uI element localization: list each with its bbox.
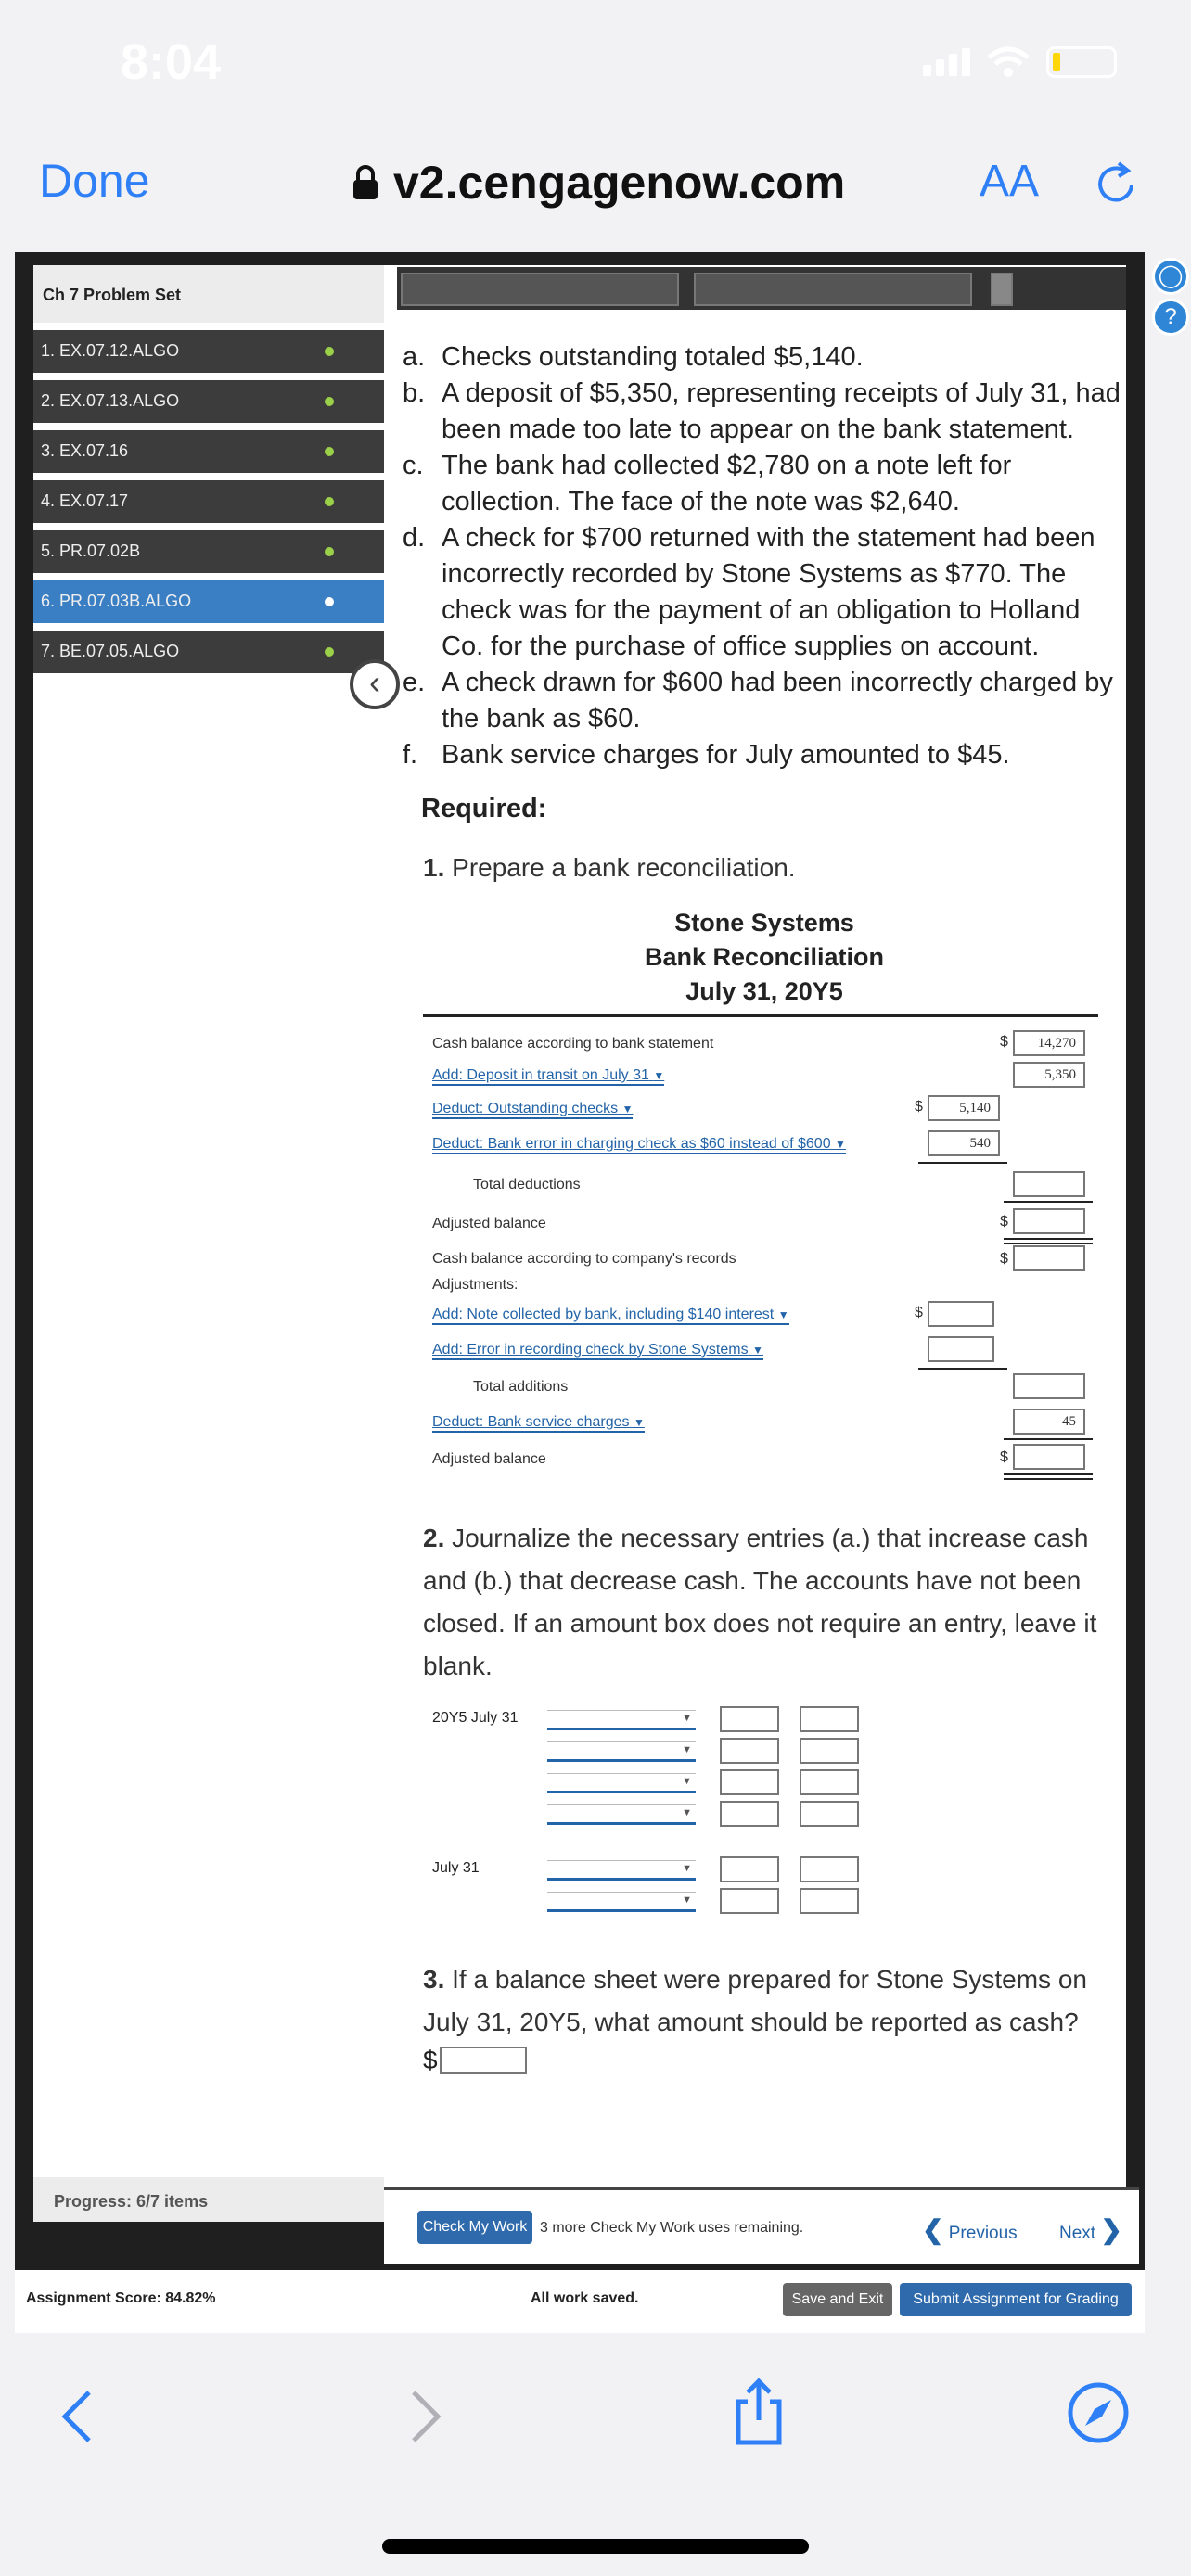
add-deposit-select[interactable]: [432, 1067, 664, 1086]
dollar-sign: $: [423, 2046, 438, 2074]
check-my-work-button[interactable]: Check My Work: [417, 2211, 532, 2244]
credit-input[interactable]: [800, 1801, 859, 1827]
bank-balance-value[interactable]: 14,270: [1013, 1030, 1085, 1056]
problem-item-f: [403, 737, 1126, 773]
total-deductions-label: Total deductions: [473, 1177, 581, 1192]
deposit-value[interactable]: 5,350: [1013, 1062, 1085, 1088]
question-text: Journalize the necessary entries (a.) that increase cash and (b.) that decrease cash. The accounts have not been closed. If an amount box does not require an entry, leave it blank.: [423, 1524, 1097, 1680]
dollar-sign: $: [1000, 1214, 1008, 1230]
help-icons: [1152, 258, 1189, 339]
dropdown-caret-icon: ▼: [621, 1103, 634, 1116]
subtotal-line: [918, 1368, 1007, 1370]
note-collected-input[interactable]: [928, 1301, 994, 1327]
question-number: 3.: [423, 1965, 445, 1994]
add-note-select[interactable]: [432, 1307, 789, 1325]
battery-icon: [1046, 46, 1117, 78]
double-line: [1004, 1478, 1093, 1480]
select-label: Deduct: Bank error in charging check as $60 instead of $600: [432, 1136, 831, 1152]
total-deductions-input[interactable]: [1013, 1171, 1085, 1197]
journal-date-a: 20Y5 July 31: [432, 1710, 519, 1726]
tab-2[interactable]: [694, 273, 972, 306]
item-letter: f.: [403, 740, 418, 770]
select-label: Add: Deposit in transit on July 31: [432, 1067, 649, 1083]
item-letter: a.: [403, 342, 426, 372]
compass-icon[interactable]: [1067, 2381, 1130, 2444]
tab-strip: [397, 267, 1126, 310]
sidebar-item-label: 2. EX.07.13.ALGO: [41, 391, 180, 410]
text-size-button[interactable]: AA: [980, 157, 1040, 206]
select-label: Add: Note collected by bank, including $140 interest: [432, 1307, 775, 1322]
adjusted-balance-input[interactable]: [1013, 1208, 1085, 1234]
sidebar-item-6[interactable]: [33, 580, 391, 623]
item-letter: d.: [403, 523, 426, 553]
dollar-sign: $: [1000, 1251, 1008, 1267]
recording-error-input[interactable]: [928, 1336, 994, 1362]
problem-item-d: [403, 520, 1126, 665]
select-label: Deduct: Outstanding checks: [432, 1101, 619, 1116]
dropdown-caret-icon: ▼: [634, 1416, 645, 1429]
total-additions-label: Total additions: [473, 1379, 569, 1395]
main-panel: [384, 265, 1126, 2187]
total-additions-input[interactable]: [1013, 1373, 1085, 1399]
bank-error-value[interactable]: 540: [928, 1130, 1000, 1156]
account-select[interactable]: [547, 1860, 696, 1881]
url-text: v2.cengagenow.com: [393, 157, 846, 209]
account-select[interactable]: [547, 1741, 696, 1762]
debit-input[interactable]: [720, 1856, 779, 1882]
action-bar: [384, 2187, 1139, 2264]
total-line: [1004, 1438, 1093, 1440]
assignment-score: Assignment Score: 84.82%: [26, 2290, 216, 2306]
app-frame: [15, 252, 1184, 2333]
tab-1[interactable]: [401, 273, 679, 306]
sidebar-item-7[interactable]: [33, 631, 391, 673]
company-name: Stone Systems: [674, 909, 854, 937]
debit-input[interactable]: [720, 1738, 779, 1764]
outstanding-value[interactable]: 5,140: [928, 1095, 1000, 1121]
problem-item-a: [403, 339, 1126, 376]
complete-dot-icon: [325, 447, 334, 456]
browser-navbar: [0, 139, 1191, 232]
bank-reconciliation: [423, 1014, 1098, 1484]
chat-icon[interactable]: ◯: [1152, 258, 1189, 295]
tab-menu-icon[interactable]: [991, 273, 1013, 306]
debit-input[interactable]: [720, 1769, 779, 1795]
question-text: Prepare a bank reconciliation.: [452, 853, 796, 882]
sidebar-item-3[interactable]: [33, 430, 391, 473]
add-error-select[interactable]: [432, 1342, 763, 1360]
double-line: [1004, 1238, 1093, 1240]
double-line: [1004, 1243, 1093, 1244]
item-letter: b.: [403, 378, 426, 408]
question-3: [423, 1958, 1126, 2044]
question-1: [423, 847, 1126, 889]
adjusted-balance-label: Adjusted balance: [432, 1216, 546, 1231]
item-text: A deposit of $5,350, representing receipts of July 31, had been made too late to appear on the bank statement.: [442, 378, 1121, 444]
next-button[interactable]: [1059, 2214, 1122, 2245]
account-select[interactable]: [547, 1892, 696, 1912]
account-select[interactable]: [547, 1773, 696, 1793]
sidebar-item-label: 6. PR.07.03B.ALGO: [41, 592, 192, 610]
share-icon[interactable]: [733, 2378, 785, 2446]
debit-input[interactable]: [720, 1888, 779, 1914]
browser-toolbar: [0, 2342, 1191, 2576]
select-label: Add: Error in recording check by Stone Systems: [432, 1342, 749, 1358]
sidebar-item-label: 7. BE.07.05.ALGO: [41, 642, 180, 660]
complete-dot-icon: [325, 647, 334, 657]
chevron-right-icon: ❯: [1100, 2215, 1122, 2244]
item-letter: e.: [403, 668, 426, 697]
address-bar[interactable]: [351, 156, 845, 210]
problem-item-b: [403, 376, 1126, 448]
problem-item-e: [403, 665, 1126, 737]
credit-input[interactable]: [800, 1706, 859, 1732]
deduct-bank-error-select[interactable]: [432, 1136, 846, 1154]
system-icons: [923, 46, 1117, 78]
help-icon[interactable]: ?: [1152, 299, 1189, 336]
question-text: If a balance sheet were prepared for Stone Systems on July 31, 20Y5, what amount should be reported as cash?: [423, 1965, 1087, 2036]
company-balance-label: Cash balance according to company's records: [432, 1251, 736, 1267]
service-charge-value[interactable]: 45: [1013, 1409, 1085, 1435]
dollar-sign: $: [915, 1099, 923, 1115]
sidebar-item-label: 5. PR.07.02B: [41, 542, 141, 560]
item-text: A check for $700 returned with the statement had been incorrectly recorded by Stone Systems as $770. The check was for the payment of an obligation to Holland Co. for the purchase of office supplies on account.: [442, 523, 1095, 661]
dropdown-caret-icon: ▼: [835, 1138, 846, 1151]
current-dot-icon: [325, 597, 334, 606]
adjusted-balance-2-label: Adjusted balance: [432, 1451, 546, 1467]
debit-input[interactable]: [720, 1706, 779, 1732]
question-2: [423, 1517, 1126, 1688]
wifi-icon: [987, 46, 1030, 78]
problem-item-c: [403, 448, 1126, 520]
clock: 8:04: [121, 34, 222, 90]
bank-balance-label: Cash balance according to bank statement: [432, 1036, 714, 1052]
dropdown-caret-icon: ▼: [653, 1069, 665, 1082]
dollar-sign: $: [1000, 1034, 1008, 1050]
journal-entries: [423, 1704, 1126, 1923]
question-number: 1.: [423, 853, 445, 882]
dollar-sign: $: [915, 1305, 923, 1320]
statement-date: July 31, 20Y5: [685, 977, 843, 1005]
company-balance-input[interactable]: [1013, 1245, 1085, 1271]
account-select[interactable]: [547, 1804, 696, 1825]
sidebar-item-2[interactable]: [33, 380, 391, 423]
problem-content: [403, 339, 1126, 2075]
sidebar-item-4[interactable]: [33, 480, 391, 523]
sidebar-title: Ch 7 Problem Set: [33, 265, 391, 323]
sidebar-list: [33, 330, 391, 673]
credit-input[interactable]: [800, 1856, 859, 1882]
reload-icon[interactable]: [1091, 158, 1143, 210]
complete-dot-icon: [325, 347, 334, 356]
total-line: [1004, 1201, 1093, 1203]
adjustments-label: Adjustments:: [432, 1277, 519, 1293]
previous-label: Previous: [948, 2224, 1018, 2243]
complete-dot-icon: [325, 497, 334, 506]
chevron-left-icon: ❮: [922, 2215, 944, 2244]
sidebar-item-label: 1. EX.07.12.ALGO: [41, 341, 180, 360]
item-text: A check drawn for $600 had been incorrectly charged by the bank as $60.: [442, 668, 1113, 733]
sidebar-item-1[interactable]: [33, 330, 391, 373]
sidebar-item-label: 4. EX.07.17: [41, 491, 129, 510]
deduct-outstanding-select[interactable]: [432, 1101, 633, 1119]
check-remaining-text: 3 more Check My Work uses remaining.: [540, 2220, 804, 2236]
statement-title: Bank Reconciliation: [644, 943, 885, 971]
footer: [15, 2270, 1145, 2333]
account-select[interactable]: [547, 1710, 696, 1730]
submit-button[interactable]: Submit Assignment for Grading: [900, 2283, 1132, 2316]
credit-input[interactable]: [800, 1738, 859, 1764]
next-label: Next: [1059, 2224, 1096, 2243]
collapse-sidebar-button[interactable]: ‹: [350, 659, 400, 709]
save-exit-button[interactable]: Save and Exit: [783, 2283, 892, 2316]
debit-input[interactable]: [720, 1801, 779, 1827]
subtotal-line: [918, 1162, 1007, 1164]
done-button[interactable]: Done: [39, 155, 150, 207]
forward-icon[interactable]: [408, 2389, 445, 2444]
complete-dot-icon: [325, 547, 334, 556]
item-text: The bank had collected $2,780 on a note left for collection. The face of the note was $2,640.: [442, 451, 1012, 516]
lock-icon: [351, 164, 380, 201]
cash-amount-input[interactable]: [440, 2047, 527, 2074]
adjusted-balance-2-input[interactable]: [1013, 1444, 1085, 1470]
signal-icon: [923, 48, 970, 76]
back-icon[interactable]: [58, 2389, 95, 2444]
double-line: [1004, 1473, 1093, 1475]
sidebar-item-5[interactable]: [33, 530, 391, 573]
item-text: Checks outstanding totaled $5,140.: [442, 342, 864, 372]
select-label: Deduct: Bank service charges: [432, 1414, 630, 1430]
dropdown-caret-icon: ▼: [777, 1308, 789, 1321]
item-letter: c.: [403, 451, 424, 480]
credit-input[interactable]: [800, 1888, 859, 1914]
statement-header: [403, 906, 1126, 1009]
previous-button[interactable]: [922, 2214, 1018, 2245]
question-number: 2.: [423, 1524, 445, 1552]
credit-input[interactable]: [800, 1769, 859, 1795]
progress-text: Progress: 6/7 items: [33, 2177, 391, 2222]
sidebar-item-label: 3. EX.07.16: [41, 441, 129, 460]
dollar-sign: $: [1000, 1449, 1008, 1465]
save-status: All work saved.: [531, 2290, 639, 2306]
home-indicator: [382, 2539, 809, 2554]
status-bar: [0, 0, 1191, 130]
complete-dot-icon: [325, 397, 334, 406]
item-text: Bank service charges for July amounted to $45.: [442, 740, 1010, 770]
dropdown-caret-icon: ▼: [752, 1344, 763, 1357]
sidebar: [33, 265, 391, 2222]
required-heading: Required:: [421, 794, 547, 823]
deduct-service-select[interactable]: [432, 1414, 645, 1433]
cash-answer-row: [423, 2046, 1126, 2075]
journal-date-b: July 31: [432, 1860, 480, 1876]
